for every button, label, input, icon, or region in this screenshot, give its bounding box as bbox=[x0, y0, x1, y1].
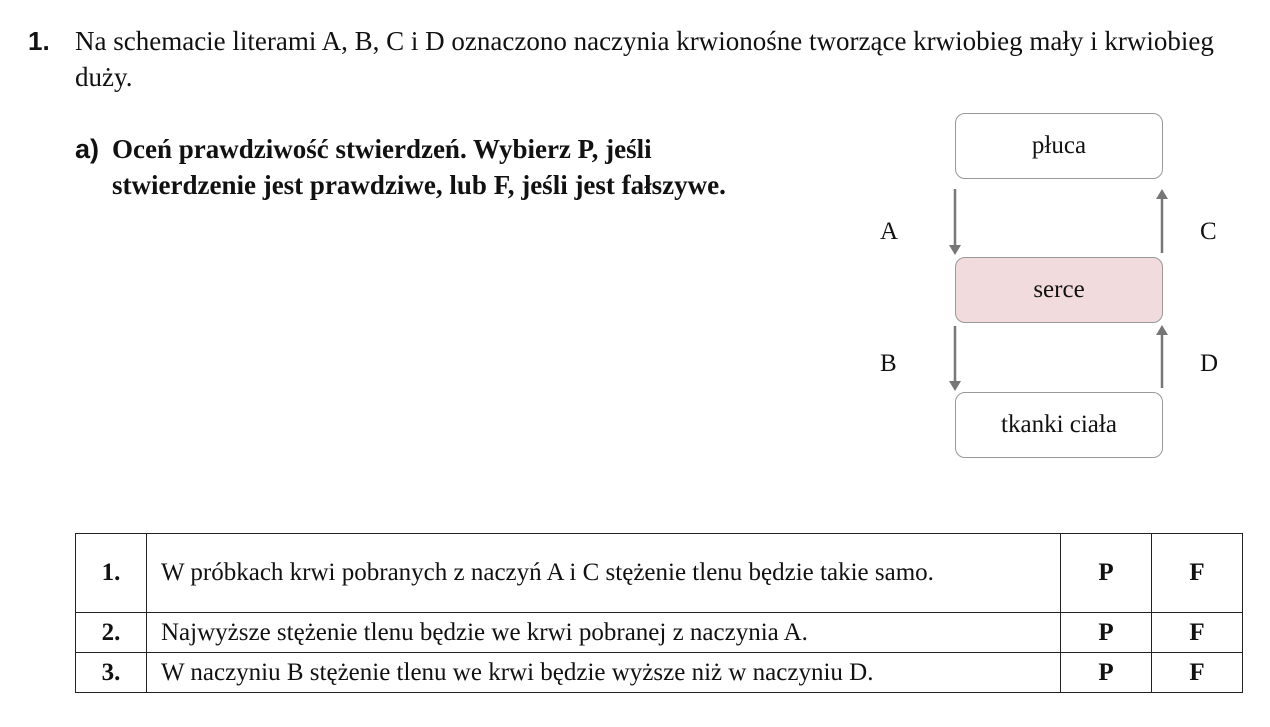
vessel-label-c: C bbox=[1200, 218, 1217, 245]
statement-number: 1. bbox=[76, 534, 147, 613]
statement-number: 3. bbox=[76, 653, 147, 693]
statement-text: W naczyniu B stężenie tlenu we krwi będzie wyższe niż w naczyniu D. bbox=[147, 653, 1061, 693]
option-true-button[interactable]: P bbox=[1061, 534, 1152, 613]
statements-table bbox=[75, 533, 1243, 693]
vessel-label-b: B bbox=[880, 350, 897, 377]
vessel-label-a: A bbox=[880, 218, 899, 245]
statement-text: W próbkach krwi pobranych z naczyń A i C stężenie tlenu będzie takie samo. bbox=[147, 534, 1061, 613]
statement-number: 2. bbox=[76, 613, 147, 653]
heart-box: serce bbox=[955, 257, 1163, 323]
option-true-button[interactable]: P bbox=[1061, 613, 1152, 653]
option-false-button[interactable]: F bbox=[1152, 534, 1243, 613]
subquestion-label: a) bbox=[75, 134, 100, 164]
statement-text: Najwyższe stężenie tlenu będzie we krwi pobranej z naczynia A. bbox=[147, 613, 1061, 653]
body-tissues-box: tkanki ciała bbox=[955, 392, 1163, 458]
statement-row bbox=[76, 653, 1243, 693]
option-true-button[interactable]: P bbox=[1061, 653, 1152, 693]
option-false-button[interactable]: F bbox=[1152, 653, 1243, 693]
statement-row bbox=[76, 613, 1243, 653]
vessel-label-d: D bbox=[1200, 350, 1219, 377]
statement-row bbox=[76, 534, 1243, 613]
option-false-button[interactable]: F bbox=[1152, 613, 1243, 653]
lungs-box: płuca bbox=[955, 113, 1163, 179]
question-intro: Na schemacie literami A, B, C i D oznaczono naczynia krwionośne tworzące krwiobieg mały i krwiobieg duży. bbox=[75, 26, 1214, 92]
subquestion-instruction: Oceń prawdziwość stwierdzeń. Wybierz P, jeśli stwierdzenie jest prawdziwe, lub F, jeśli jest fałszywe. bbox=[112, 134, 726, 200]
question-number: 1. bbox=[28, 26, 50, 56]
